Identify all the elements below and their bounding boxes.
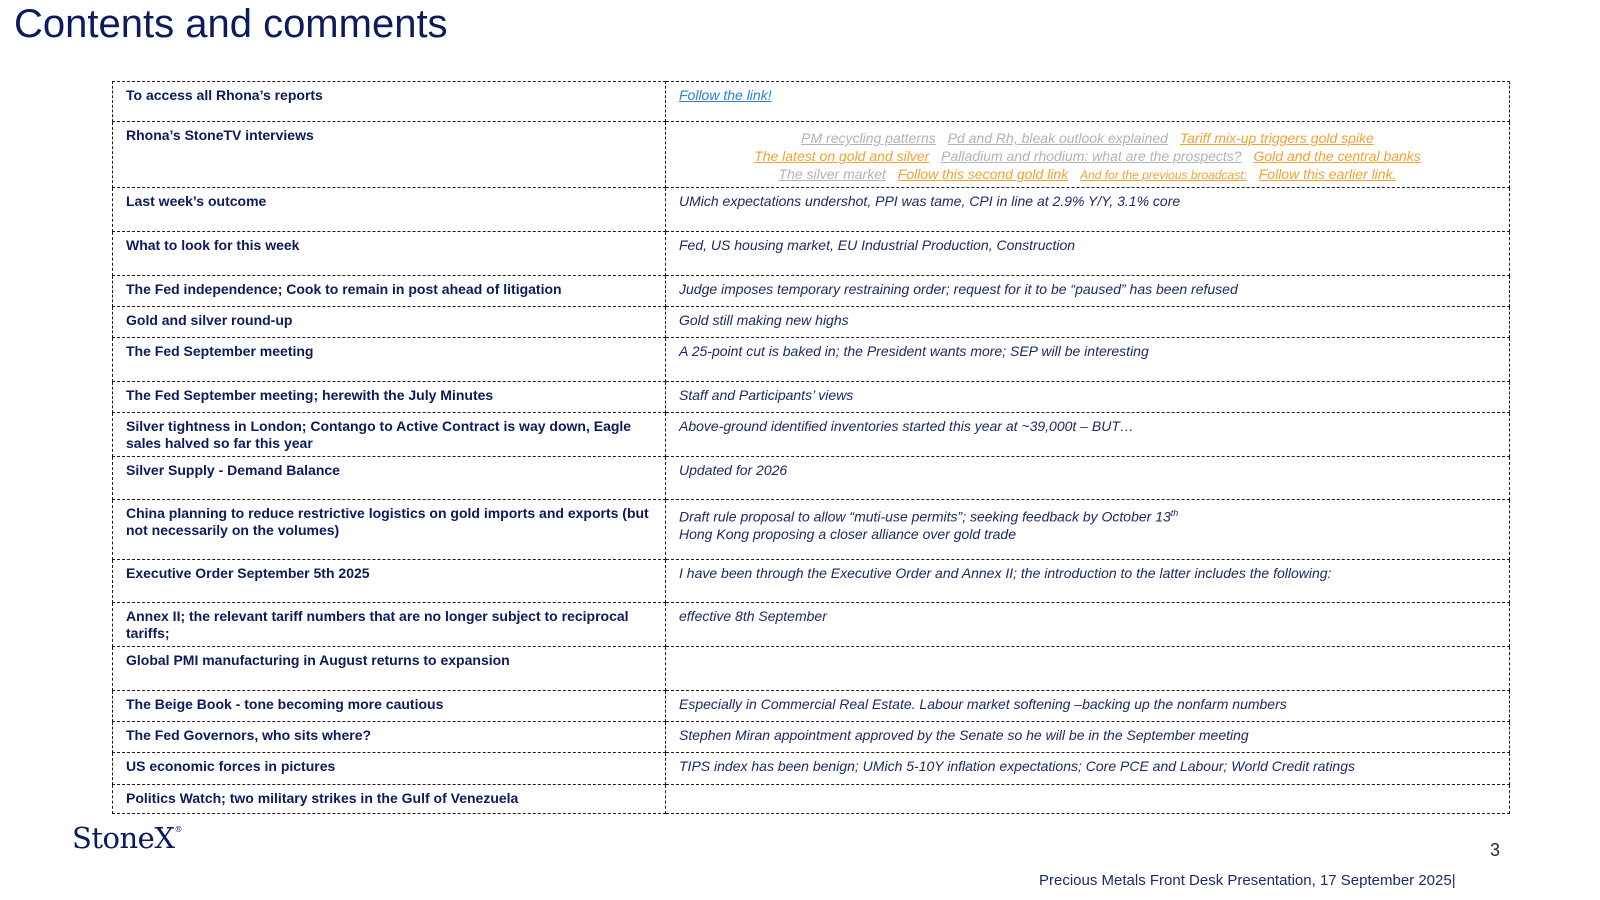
table-row	[113, 232, 1510, 276]
registered-mark: ®	[174, 825, 182, 834]
stonetv-link[interactable]: Pd and Rh, bleak outlook explained	[947, 130, 1168, 146]
topic-cell: US economic forces in pictures	[113, 753, 666, 785]
table-row	[113, 603, 1510, 647]
stonetv-link[interactable]: Tariff mix-up triggers gold spike	[1179, 130, 1374, 146]
topic-cell: Gold and silver round-up	[113, 307, 666, 338]
page-title: Contents and comments	[14, 2, 448, 46]
reports-link[interactable]: Follow the link!	[679, 87, 772, 103]
comment-cell	[666, 500, 1510, 560]
comment-cell: Stephen Miran appointment approved by the Senate so he will be in the September meeting	[666, 722, 1510, 753]
comment-cell: Fed, US housing market, EU Industrial Production, Construction	[666, 232, 1510, 276]
stonetv-link[interactable]: PM recycling patterns	[801, 130, 936, 146]
stonetv-link[interactable]: Gold and the central banks	[1253, 148, 1421, 164]
logo-text: StoneX	[72, 821, 175, 855]
topic-cell: Global PMI manufacturing in August returns to expansion	[113, 647, 666, 691]
table-row	[113, 785, 1510, 814]
contents-table	[112, 81, 1510, 814]
comment-cell: Updated for 2026	[666, 457, 1510, 500]
stonetv-link[interactable]: Follow this second gold link	[897, 166, 1069, 182]
footer-text: Precious Metals Front Desk Presentation, 17 September 2025|	[1039, 872, 1456, 889]
table-row	[113, 188, 1510, 232]
topic-cell: Silver Supply - Demand Balance	[113, 457, 666, 500]
topic-cell: Rhona’s StoneTV interviews	[113, 122, 666, 188]
topic-cell: Executive Order September 5th 2025	[113, 560, 666, 603]
comment-cell: I have been through the Executive Order and Annex II; the introduction to the latter includes the following:	[666, 560, 1510, 603]
comment-cell	[666, 785, 1510, 814]
table-row	[113, 647, 1510, 691]
stonetv-link[interactable]: Follow this earlier link.	[1258, 166, 1397, 182]
table-row	[113, 500, 1510, 560]
table-row	[113, 338, 1510, 382]
table-row	[113, 382, 1510, 413]
comment-text: Draft rule proposal to allow “muti-use permits”; seeking feedback by October 13	[679, 508, 1171, 525]
topic-cell: To access all Rhona’s reports	[113, 82, 666, 122]
stonetv-line-1	[679, 129, 1496, 147]
topic-cell: What to look for this week	[113, 232, 666, 276]
comment-cell: TIPS index has been benign; UMich 5-10Y inflation expectations; Core PCE and Labour; World Credit ratings	[666, 753, 1510, 785]
table-row	[113, 276, 1510, 307]
topic-cell: Politics Watch; two military strikes in the Gulf of Venezuela	[113, 785, 666, 814]
table-row	[113, 413, 1510, 457]
comment-cell	[666, 82, 1510, 122]
topic-cell: The Fed Governors, who sits where?	[113, 722, 666, 753]
topic-cell: The Fed September meeting	[113, 338, 666, 382]
comment-cell: Gold still making new highs	[666, 307, 1510, 338]
table-row	[113, 753, 1510, 785]
stonetv-links-cell	[666, 122, 1510, 188]
comment-cell: UMich expectations undershot, PPI was tame, CPI in line at 2.9% Y/Y, 3.1% core	[666, 188, 1510, 232]
ordinal-suffix: th	[1170, 508, 1179, 518]
topic-cell: The Fed independence; Cook to remain in post ahead of litigation	[113, 276, 666, 307]
comment-cell: effective 8th September	[666, 603, 1510, 647]
topic-cell: China planning to reduce restrictive logistics on gold imports and exports (but not necessarily on the volumes)	[113, 500, 666, 560]
table-row	[113, 691, 1510, 722]
stonex-logo	[72, 821, 182, 855]
stonetv-line-3	[679, 165, 1496, 184]
comment-cell: Judge imposes temporary restraining order; request for it to be “paused” has been refused	[666, 276, 1510, 307]
comment-cell	[666, 647, 1510, 691]
comment-cell: Especially in Commercial Real Estate. Labour market softening –backing up the nonfarm numbers	[666, 691, 1510, 722]
table-row	[113, 122, 1510, 188]
table-row	[113, 722, 1510, 753]
comment-cell: A 25-point cut is baked in; the President wants more; SEP will be interesting	[666, 338, 1510, 382]
stonetv-line-2	[679, 147, 1496, 165]
stonetv-link[interactable]: And for the previous broadcast:	[1080, 168, 1247, 182]
topic-cell: The Fed September meeting; herewith the July Minutes	[113, 382, 666, 413]
page-number: 3	[1490, 840, 1501, 860]
comment-cell: Above-ground identified inventories started this year at ~39,000t – BUT…	[666, 413, 1510, 457]
topic-cell: The Beige Book - tone becoming more cautious	[113, 691, 666, 722]
table-row	[113, 82, 1510, 122]
table-row	[113, 560, 1510, 603]
table-row	[113, 457, 1510, 500]
comment-line-2: Hong Kong proposing a closer alliance over gold trade	[679, 525, 1016, 542]
comment-cell: Staff and Participants’ views	[666, 382, 1510, 413]
topic-cell: Annex II; the relevant tariff numbers that are no longer subject to reciprocal tariffs;	[113, 603, 666, 647]
table-row	[113, 307, 1510, 338]
stonetv-link[interactable]: Palladium and rhodium: what are the prospects?	[941, 148, 1242, 164]
topic-cell: Last week’s outcome	[113, 188, 666, 232]
stonetv-link[interactable]: The silver market	[778, 166, 886, 182]
comment-line-1	[679, 505, 1496, 526]
stonetv-link[interactable]: The latest on gold and silver	[754, 148, 930, 164]
topic-cell: Silver tightness in London; Contango to Active Contract is way down, Eagle sales halved so far this year	[113, 413, 666, 457]
